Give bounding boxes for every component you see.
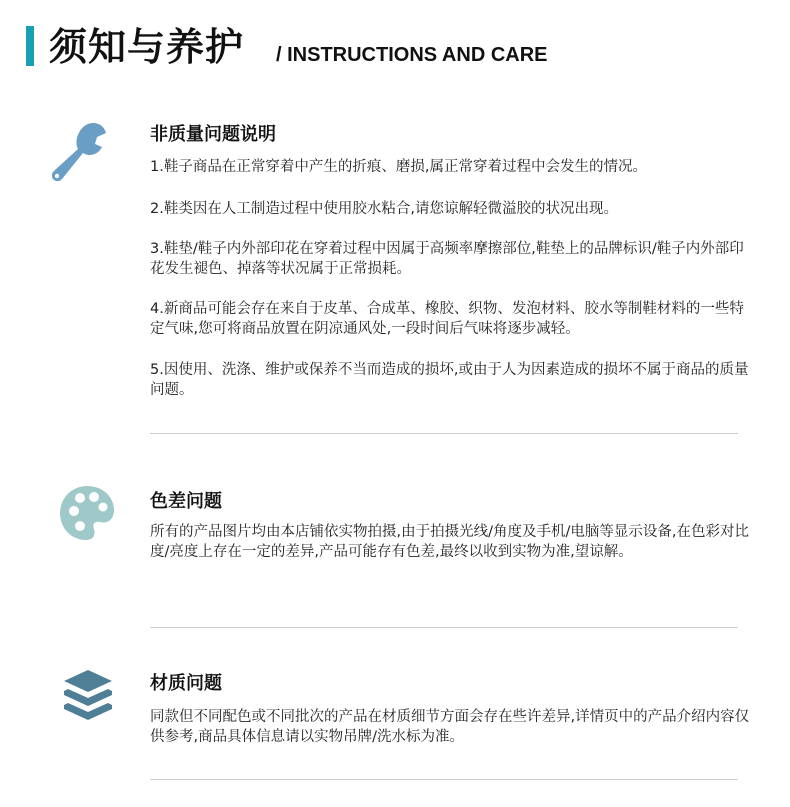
accent-bar <box>26 26 34 66</box>
paragraph: 2.鞋类因在人工制造过程中使用胶水粘合,请您谅解轻微溢胶的状况出现。 <box>150 201 618 217</box>
divider <box>150 779 738 780</box>
divider <box>150 433 738 434</box>
section-title: 非质量问题说明 <box>150 124 276 145</box>
layers-icon <box>62 668 114 724</box>
page-title: 须知与养护 <box>49 25 245 69</box>
paragraph: 5.因使用、洗涤、维护或保养不当而造成的损坏,或由于人为因素造成的损坏不属于商品的质量问题。 <box>150 362 749 398</box>
paragraph: 4.新商品可能会存在来自于皮革、合成革、橡胶、织物、发泡材料、胶水等制鞋材料的一些特定气味,您可将商品放置在阴凉通风处,一段时间后气味将逐步减轻。 <box>150 301 744 337</box>
wrench-icon <box>52 120 108 190</box>
paragraph: 1.鞋子商品在正常穿着中产生的折痕、磨损,属正常穿着过程中会发生的情况。 <box>150 159 647 175</box>
section-title: 色差问题 <box>150 491 222 512</box>
divider <box>150 627 738 628</box>
page-header <box>0 0 790 80</box>
paragraph: 所有的产品图片均由本店铺依实物拍摄,由于拍摄光线/角度及手机/电脑等显示设备,在色彩对比度/亮度上存在一定的差异,产品可能存有色差,最终以收到实物为准,望谅解。 <box>150 524 749 560</box>
paragraph: 同款但不同配色或不同批次的产品在材质细节方面会存在些许差异,详情页中的产品介绍内容仅供参考,商品具体信息请以实物吊牌/洗水标为准。 <box>150 709 750 745</box>
palette-icon <box>58 484 116 542</box>
section-title: 材质问题 <box>150 673 222 694</box>
paragraph: 3.鞋垫/鞋子内外部印花在穿着过程中因属于高频率摩擦部位,鞋垫上的品牌标识/鞋子内外部印花发生褪色、掉落等状况属于正常损耗。 <box>150 241 744 277</box>
page-subtitle: / INSTRUCTIONS AND CARE <box>276 44 548 66</box>
